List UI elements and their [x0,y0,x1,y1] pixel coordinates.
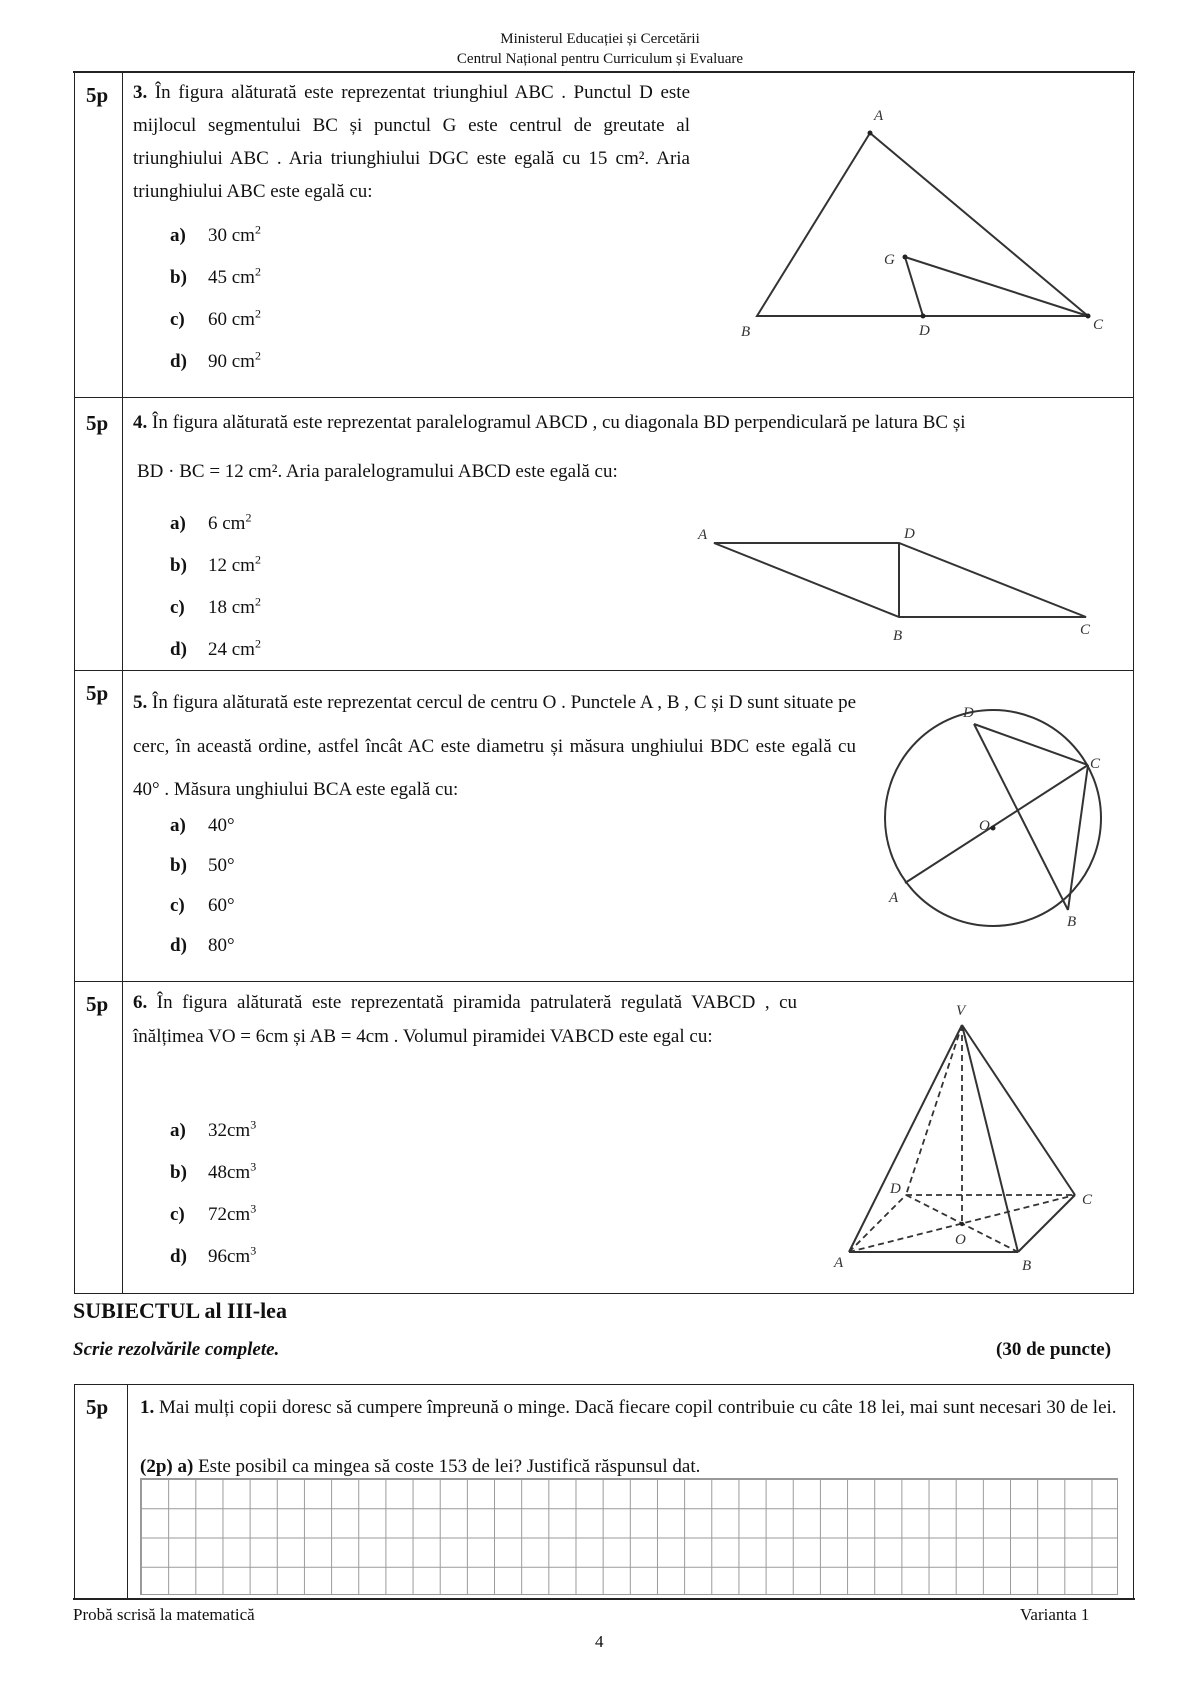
label-D: D [919,323,930,339]
section-3-table-right [1133,1385,1134,1598]
header-center: Centrul Național pentru Curriculum și Evaluare [456,51,744,67]
problem-4-text-line1: 4. În figura alăturată este reprezentat paralelogramul ABCD , cu diagonala BD perpendiculară pe latura BC și [133,412,966,433]
label-G: G [884,252,895,268]
problem-4-option-d: d) 24 $cm^2$ [170,636,261,660]
label-A: A [834,1255,844,1271]
problem-4-option-a: a) 6 $cm^2$ [170,510,252,534]
problem-6-option-b: b) $48cm^3$ [170,1159,257,1183]
section-3-table-left [74,1385,75,1598]
label-D: D [963,705,974,721]
label-B: B [1022,1258,1032,1274]
problem-3-option-b: b) 45 $cm^2$ [170,264,261,288]
label-O: O [979,818,990,834]
section-3-table-top [74,1384,1134,1385]
label-C: C [1090,756,1101,772]
label-D: D [890,1181,901,1197]
header-ministry: Ministerul Educației și Cercetării [500,31,700,47]
label-V: V [956,1003,966,1019]
problem-4-option-b: b) 12 $cm^2$ [170,552,261,576]
problem-6-option-d: d) $96cm^3$ [170,1243,257,1267]
section-3-problem-points: 5p [86,1395,109,1419]
section-3-points-column [127,1385,128,1598]
label-D: D [904,526,915,542]
footer-exam-name: Probă scrisă la matematică [73,1605,255,1624]
problem-6-points: 5p [86,992,109,1016]
label-C: C [1082,1192,1093,1208]
problem-3-option-d: d) 90 $cm^2$ [170,348,261,372]
label-C: C [1093,317,1104,333]
problem-3-points: 5p [86,83,109,107]
problem-3-statement: În figura alăturată este reprezentat triunghiul ABC . Punctul D este mijlocul segmentului BC și punctul G este centrul de greutate al triunghiului ABC . Aria triunghiului DGC este egală cu 15 cm². Aria triunghiului ABC este egală cu: [133,82,691,202]
problem-3-number: 3. [133,82,148,103]
label-B: B [741,324,751,340]
problem-3-option-a: a) 30 $cm^2$ [170,222,261,246]
problem-4-option-c: c) 18 $cm^2$ [170,594,261,618]
problem-5-option-b: b) 50° [170,855,235,876]
problem-3-option-c: c) 60 $cm^2$ [170,306,261,330]
problem-6-option-a: a) $32cm^3$ [170,1117,257,1141]
problem-4-points: 5p [86,411,109,435]
problem-5-option-d: d) 80° [170,935,235,956]
problem-5-points: 5p [86,681,109,705]
footer-line [73,1598,1135,1600]
section-3-instruction: Scrie rezolvările complete. [73,1339,280,1360]
label-B: B [893,628,903,644]
problem-5-option-a: a) 40° [170,815,235,836]
section-3-title: SUBIECTUL al III-lea [73,1298,287,1323]
label-O: O [955,1232,966,1248]
section-3-problem-text: 1. Mai mulți copii doresc să cumpere împreună o minge. Dacă fiecare copil contribuie cu câte 18 lei, mai sunt necesari 30 de lei. [140,1397,1117,1418]
problem-6-text: 6. În figura alăturată este reprezentată piramida patrulateră regulată VABCD , cu înălțimea VO = 6cm și AB = 4cm . Volumul piramidei VABCD este egal cu: [133,992,797,1047]
label-B: B [1067,914,1077,930]
section-3-points: (30 de puncte) [996,1339,1112,1360]
label-A: A [698,527,708,543]
label-A: A [874,108,884,124]
section-3-part-a: (2p) a) Este posibil ca mingea să coste 153 de lei? Justifică răspunsul dat. [140,1456,701,1477]
answer-grid[interactable] [140,1478,1118,1595]
label-C: C [1080,622,1091,638]
problem-4-text-line2: BD · BC = 12 cm². Aria paralelogramului ABCD este egală cu: [137,461,618,482]
problem-5-text: 5. În figura alăturată este reprezentat cercul de centru O . Punctele A , B , C și D sunt situate pe cerc, în această ordine, astfel încât AC este diametru și măsura unghiului BDC este egală cu 40° . Măsura unghiului BCA este egală cu: [133,692,857,800]
label-A: A [889,890,899,906]
problem-5-option-c: c) 60° [170,895,235,916]
problem-6-option-c: c) $72cm^3$ [170,1201,257,1225]
page-number: 4 [595,1632,604,1651]
footer-variant: Varianta 1 [1020,1605,1090,1624]
